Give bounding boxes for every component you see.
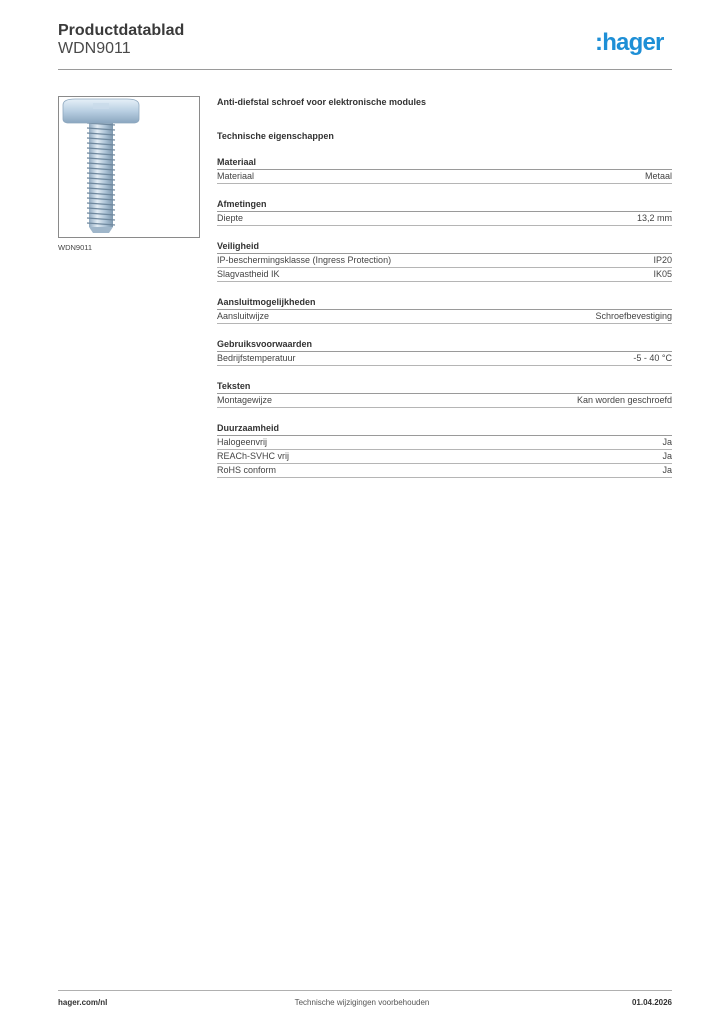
footer-website[interactable]: hager.com/nl: [58, 998, 108, 1007]
header-divider: [58, 69, 672, 70]
spec-section: [217, 240, 672, 282]
spec-row: [217, 352, 672, 366]
spec-section: [217, 338, 672, 366]
spec-content: [217, 96, 672, 478]
section-title: Gebruiksvoorwaarden: [217, 338, 672, 352]
section-title: Afmetingen: [217, 198, 672, 212]
spec-section: [217, 156, 672, 184]
spec-label: Slagvastheid IK: [217, 269, 280, 279]
footer-divider: [58, 990, 672, 991]
spec-value: 13,2 mm: [636, 213, 672, 223]
spec-section: [217, 296, 672, 324]
spec-row: [217, 394, 672, 408]
spec-label: REACh-SVHC vrij: [217, 451, 290, 461]
spec-label: Materiaal: [217, 171, 255, 181]
spec-row: [217, 254, 672, 268]
spec-value: Schroefbevestiging: [595, 311, 672, 321]
spec-sections: [217, 156, 672, 478]
spec-section: [217, 198, 672, 226]
footer-date: 01.04.2026: [631, 998, 672, 1007]
spec-label: Halogeenvrij: [217, 437, 268, 447]
spec-label: IP-beschermingsklasse (Ingress Protection): [217, 255, 392, 265]
spec-value: IP20: [653, 255, 672, 265]
product-image: [58, 96, 200, 238]
product-description: Anti-diefstal schroef voor elektronische modules: [217, 97, 427, 107]
section-title: Aansluitmogelijkheden: [217, 296, 672, 310]
spec-section: [217, 380, 672, 408]
section-title: Teksten: [217, 380, 672, 394]
spec-label: Diepte: [217, 213, 244, 223]
spec-row: [217, 310, 672, 324]
spec-row: [217, 436, 672, 450]
spec-value: Kan worden geschroefd: [576, 395, 672, 405]
spec-row: [217, 464, 672, 478]
spec-value: -5 - 40 °C: [633, 353, 672, 363]
spec-label: Aansluitwijze: [217, 311, 270, 321]
spec-value: Ja: [662, 465, 672, 475]
product-code: WDN9011: [58, 40, 131, 57]
spec-value: Ja: [662, 437, 672, 447]
screw-image: [59, 97, 201, 239]
spec-value: Ja: [662, 451, 672, 461]
page-title: Productdatablad: [58, 22, 185, 39]
footer-notice: Technische wijzigingen voorbehouden: [294, 998, 430, 1007]
spec-section: [217, 422, 672, 478]
image-caption: WDN9011: [58, 243, 93, 252]
spec-row: [217, 268, 672, 282]
spec-value: IK05: [653, 269, 672, 279]
section-title: Veiligheid: [217, 240, 672, 254]
section-title: Duurzaamheid: [217, 422, 672, 436]
spec-label: RoHS conform: [217, 465, 277, 475]
spec-value: Metaal: [644, 171, 672, 181]
spec-row: [217, 450, 672, 464]
spec-row: [217, 170, 672, 184]
logo-text: :hager: [595, 29, 664, 56]
technical-heading: Technische eigenschappen: [217, 131, 334, 141]
spec-label: Bedrijfstemperatuur: [217, 353, 296, 363]
spec-row: [217, 212, 672, 226]
spec-label: Montagewijze: [217, 395, 273, 405]
section-title: Materiaal: [217, 156, 672, 170]
hager-logo: [595, 28, 675, 58]
